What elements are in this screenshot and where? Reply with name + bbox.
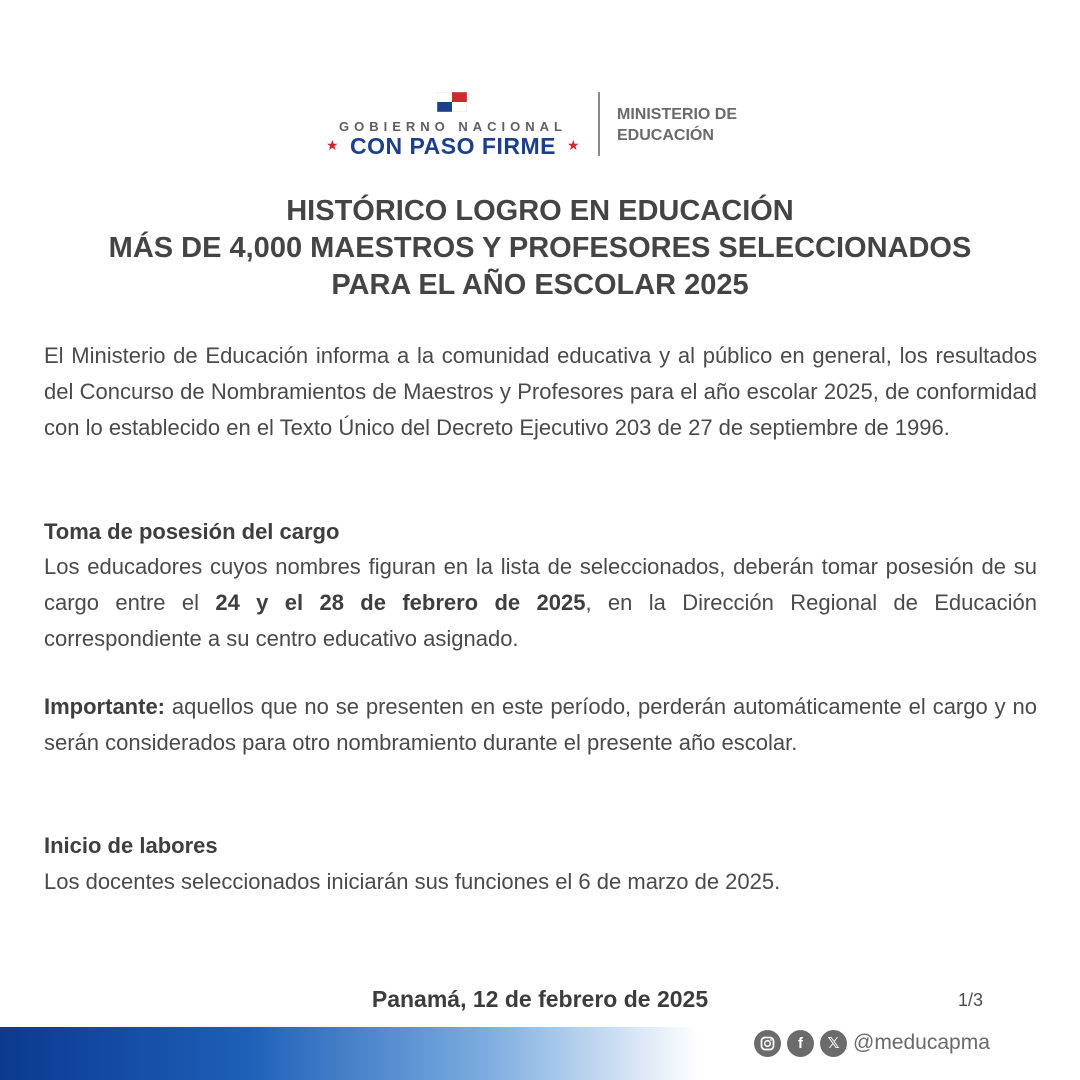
social-handle[interactable]: @meducapma <box>853 1031 990 1054</box>
inicio-paragraph: Los docentes seleccionados iniciarán sus funciones el 6 de marzo de 2025. <box>44 869 781 894</box>
importante-text: aquellos que no se presenten en este período, perderán automáticamente el cargo y no serán considerados para otro nombramiento durante el presente año escolar. <box>44 694 1037 755</box>
inicio-heading: Inicio de labores <box>44 833 218 858</box>
toma-paragraph <box>44 549 1037 657</box>
star-icon: ★ <box>326 137 339 153</box>
ministry-line1: MINISTERIO DE <box>617 106 738 123</box>
footer-gradient-bar <box>0 1027 700 1080</box>
instagram-icon[interactable] <box>754 1030 781 1057</box>
government-logo-line1: GOBIERNO NACIONAL <box>339 119 567 134</box>
title-line2: MÁS DE 4,000 MAESTROS Y PROFESORES SELECCIONADOS <box>108 232 972 264</box>
toma-dates: 24 y el 28 de febrero de 2025 <box>215 590 586 615</box>
panama-flag-icon <box>437 92 467 112</box>
logo-divider <box>598 92 600 156</box>
date-line: Panamá, 12 de febrero de 2025 <box>371 986 709 1012</box>
toma-heading: Toma de posesión del cargo <box>44 519 340 544</box>
title-line1: HISTÓRICO LOGRO EN EDUCACIÓN <box>286 195 794 227</box>
x-icon[interactable]: 𝕏 <box>820 1030 847 1057</box>
intro-paragraph: El Ministerio de Educación informa a la comunidad educativa y al público en general, los resultados del Concurso de Nombramientos de Maestros y Profesores para el año escolar 2025, de conformidad con lo establecido en el Texto Único del Decreto Ejecutivo 203 de 27 de septiembre de 1996. <box>44 343 1037 440</box>
page-indicator: 1/3 <box>958 990 984 1010</box>
ministry-line2: EDUCACIÓN <box>617 127 714 144</box>
facebook-icon[interactable]: f <box>787 1030 814 1057</box>
page-title <box>20 193 1060 304</box>
importante-paragraph <box>44 689 1037 761</box>
title-line3: PARA EL AÑO ESCOLAR 2025 <box>331 269 749 301</box>
government-logo-line2: CON PASO FIRME <box>350 133 556 159</box>
toma-text-before: Los educadores cuyos nombres figuran en la lista de seleccionados, deberán tomar posesión de su cargo entre el <box>44 554 1037 615</box>
ministry-logo <box>617 104 737 146</box>
star-icon: ★ <box>567 137 580 153</box>
importante-label: Importante: <box>44 694 165 719</box>
toma-text-after: , en la Dirección Regional de Educación correspondiente a su centro educativo asignado. <box>44 590 1037 651</box>
